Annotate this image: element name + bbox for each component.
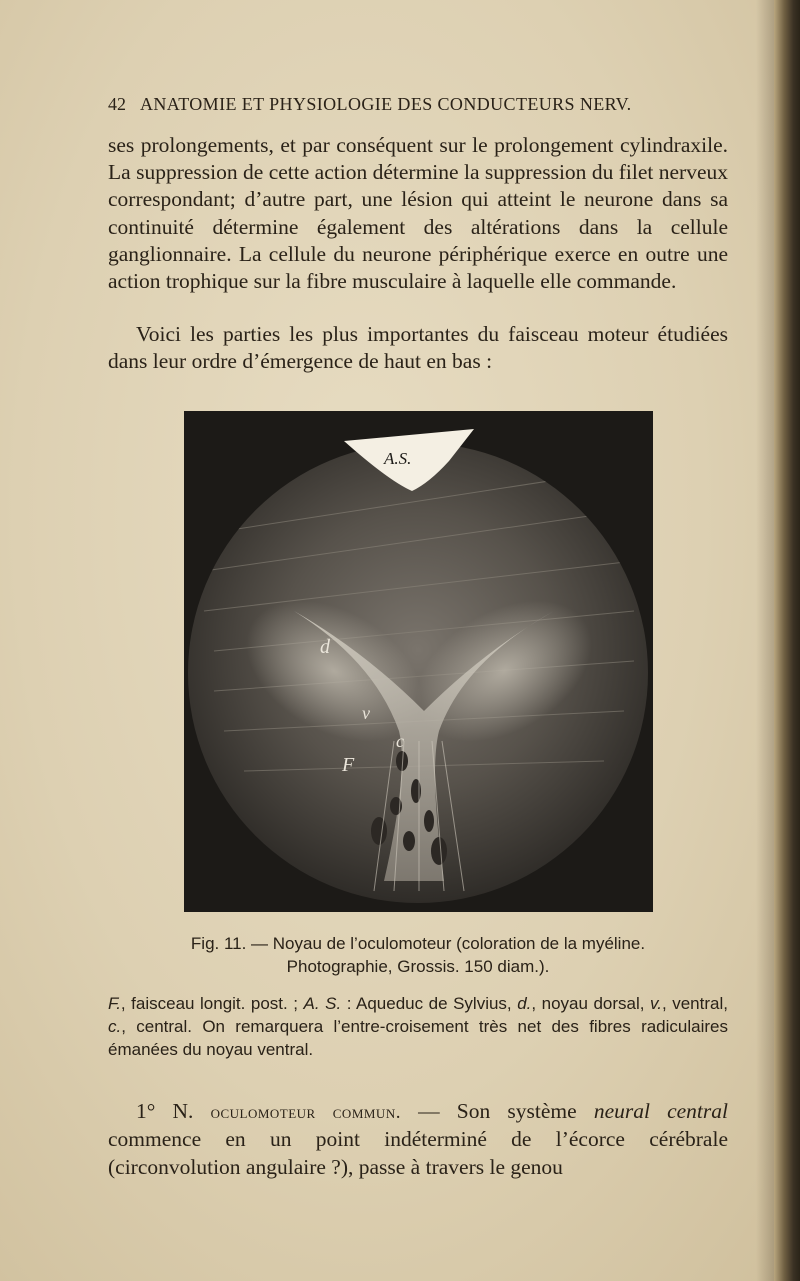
legend-f-text: , faisceau longit. post. ; <box>120 994 304 1013</box>
label-dorsal: d <box>320 636 330 658</box>
running-header <box>108 94 728 115</box>
section-italic-term: neural central <box>593 1099 728 1123</box>
section-number: 1° N. <box>136 1099 194 1123</box>
label-ventral: v <box>362 703 370 723</box>
legend-as-text: : Aqueduc de Sylvius, <box>341 994 518 1013</box>
legend-c-text: , central. On remarquera l’entre-croisement très net des fibres radiculaires émanées du noyau ventral. <box>108 1017 728 1059</box>
legend-d-text: , noyau dorsal, <box>531 994 651 1013</box>
book-binding-shadow <box>774 0 800 1281</box>
legend-c-abbr: c. <box>108 1017 122 1036</box>
legend-as-abbr: A. S. <box>303 994 342 1013</box>
label-fasciculus: F <box>342 754 355 776</box>
section-title: oculomoteur commun. <box>210 1102 401 1123</box>
body-paragraph-1: ses prolongements, et par conséquent sur le prolongement cylindraxile. La suppression de cette action détermine la suppression du filet nerveux correspondant; d’autre part, une lésion qui atteint le neurone dans sa continuité détermine également des altérations dans la cellule ganglionnaire. La cellule du neurone périphérique exerce en outre une action trophique sur la fibre musculaire à laquelle elle commande. <box>108 133 728 294</box>
micrograph-figure <box>184 411 653 912</box>
section-rest: commence en un point indéterminé de l’écorce cérébrale (circonvolution angulaire ?), passe à travers le genou <box>108 1127 728 1179</box>
page-number: 42 <box>108 94 126 114</box>
caption-line-2: Photographie, Grossis. 150 diam.). <box>286 957 550 976</box>
figure-caption <box>108 932 728 978</box>
section-paragraph <box>108 1098 728 1181</box>
legend-d-abbr: d. <box>517 994 532 1013</box>
body-paragraph-2: Voici les parties les plus importantes du faisceau moteur étudiées dans leur ordre d’émergence de haut en bas : <box>108 322 728 374</box>
section-dash: — Son système <box>400 1099 594 1123</box>
figure-legend <box>108 992 728 1061</box>
running-title: ANATOMIE ET PHYSIOLOGIE DES CONDUCTEURS NERV. <box>140 94 632 114</box>
legend-v-abbr: v. <box>650 994 662 1013</box>
micrograph-image <box>184 411 653 912</box>
legend-f-abbr: F. <box>108 994 121 1013</box>
legend-v-text: , ventral, <box>661 994 728 1013</box>
label-aqueduct: A.S. <box>384 449 412 468</box>
label-central: c <box>396 731 404 751</box>
caption-line-1: Fig. 11. — Noyau de l’oculomoteur (coloration de la myéline. <box>190 934 646 953</box>
